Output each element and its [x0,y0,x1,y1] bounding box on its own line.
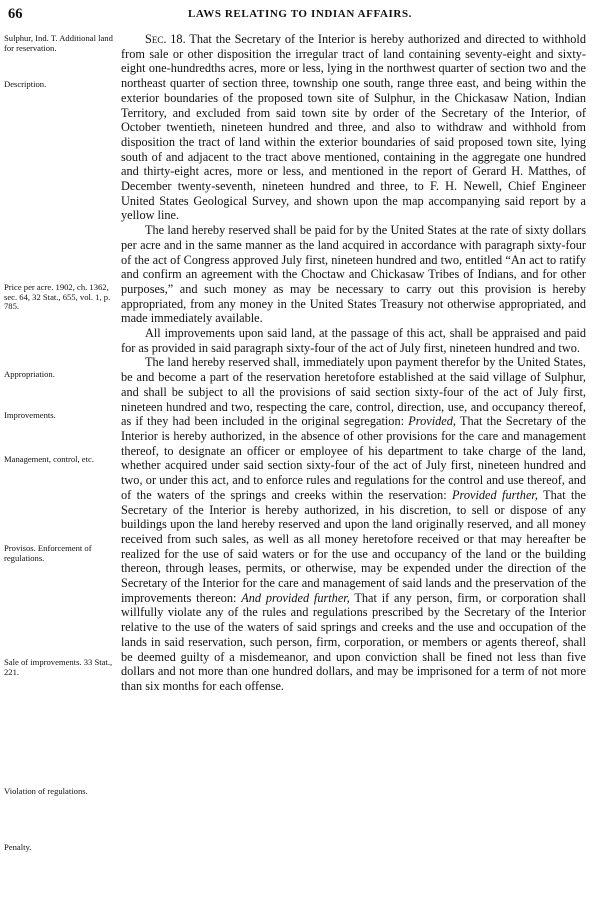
improvements-paragraph: All improvements upon said land, at the passage of this act, shall be appraised and paid for as provided in said paragraph sixty-four of the act of July first, nineteen hundred and two. [121,326,586,355]
margin-note: Appropriation. [4,369,55,379]
margin-note: Sulphur, Ind. T. Additional land for reservation. [4,33,113,53]
margin-note: Management, control, etc. [4,454,94,464]
proviso: Provided, [408,414,456,429]
page-number: 66 [8,6,23,22]
margin-note: Sale of improvements. 33 Stat., 221. [4,657,113,677]
proviso: And provided further, [241,590,350,605]
margin-note: Penalty. [4,842,32,852]
margin-note: Price per acre. 1902, ch. 1362, sec. 64, 32 Stat., 655, vol. 1, p. 785. [4,282,111,311]
page-header [8,6,592,24]
margin-note: Violation of regulations. [4,786,88,796]
margin-note: Provisos. Enforcement of regulations. [4,543,92,563]
running-head: LAWS RELATING TO INDIAN AFFAIRS. [187,8,413,20]
section-number: Sec. 18. [145,32,186,46]
management-paragraph: The land hereby reserved shall, immediately upon payment therefor by the United States, be and become a part of the reservation heretofore established at the said village of Sulphur, and shall be subject to all the provisions of said section sixty-four of the act of July first, nineteen hundred and two, respecting the care, control, direction, use, and occupancy thereof, as if they had been included in the original segregation: Provided, That the Secretary of the Interior is hereby authorized, in the absence of other provisions for the care and management thereof, to designate an officer or employee of his department to take charge of the land, whether acquired under said section sixty-four of the act of July first, nineteen hundred and two, or under this act, and to enforce rules and regulations for the control and use thereof, and of the waters of the springs and creeks within the reservation: Provided further, That the Secretary of the Interior is hereby authorized, in his discretion, to sell or dispose of any buildings upon the land hereby reserved and upon the land originally reserved, and all money received from such sales, as well as all money heretofore received or that may hereafter be realized for the use of said waters or for the use and occupancy of the land or the building thereon, through leases, permits, or otherwise, may be expended under the direction of the Secretary of the Interior for the care and management of said lands and the preservation of the improvements thereon: And provided further, That if any person, firm, or corporation shall willfully violate any of the rules and regulations prescribed by the Secretary of the Interior relative to the use of the waters of said springs and creeks and the use and occupation of the lands in said reservation, such person, firm, corporation, or members or agents thereof, shall be deemed guilty of a misdemeanor, and upon conviction shall be fined not less than five dollars and not more than one hundred dollars, and may be imprisoned for a term of not more than six months for each offense. [121,355,587,693]
proviso: Provided further, [452,487,538,502]
margin-note: Description. [4,79,47,89]
margin-note: Improvements. [4,410,56,420]
section-18-paragraph: Sec. 18. That the Secretary of the Interior is hereby authorized and directed to withhold from sale or other disposition the irregular tract of land containing seventy-eight and sixty-eight one-hundredths acres, more or less, lying in the northwest quarter of section two and the northeast quarter of section three, township one south, range three east, and being within the exterior boundaries of the proposed town site of Sulphur, in the Chickasaw Nation, Indian Territory, and excluded from said town site by order of the Secretary of the Interior, of October twentieth, nineteen hundred and three, and also to withdraw and withhold from disposition the tract of land within the exterior boundaries of said proposed town site, lying south of and adjacent to the tract above mentioned, containing in the aggregate one hundred and thirty-eight acres, more or less, and mentioned in the report of Gerard H. Matthes, of December twenty-seventh, nineteen hundred and three, to F. H. Newell, Chief Engineer United States Geological Survey, and shown upon the map accompanying said report by a yellow line. [121,32,587,223]
body-text [121,32,586,694]
price-paragraph: The land hereby reserved shall be paid for by the United States at the rate of sixty dollars per acre and in the same manner as the land acquired in accordance with paragraph sixty-four of the act of Congress approved July first, nineteen hundred and two, entitled “An act to ratify and confirm an agreement with the Choctaw and Chickasaw Tribes of Indians, and for other purposes,” and such money as may be necessary to carry out this provision is hereby appropriated, from any money in the United States Treasury not otherwise appropriated, and made immediately available. [121,223,586,326]
